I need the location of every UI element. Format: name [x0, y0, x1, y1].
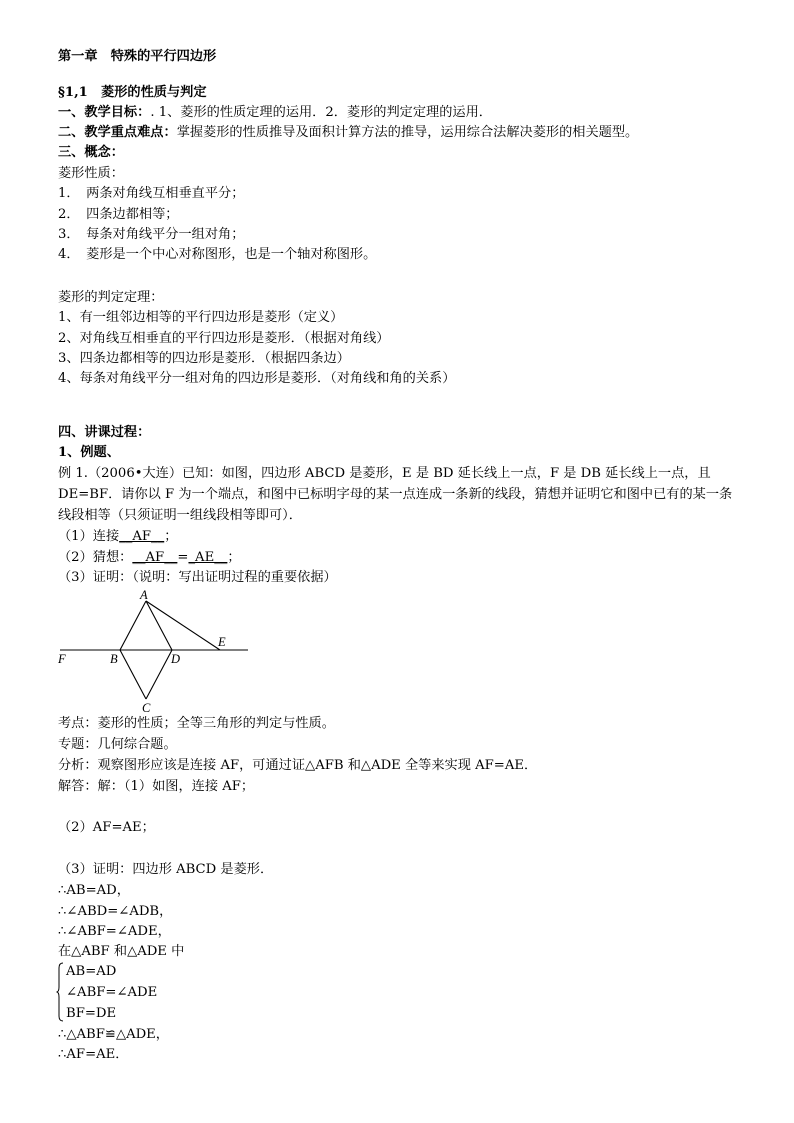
label-f: F [58, 652, 66, 666]
brace-icon [56, 962, 64, 1022]
proof-step: ∴AB=AD， [58, 883, 130, 898]
example-text-line: DE=BF．请你以 F 为一个端点，和图中已标明字母的某一点连成一条新的线段，猜想并证明它和图中已有的某一条 [58, 487, 733, 502]
chapter-title: 第一章 特殊的平行四边形 [58, 49, 217, 64]
proof-step: 在△ABF 和△ADE 中 [58, 944, 185, 959]
property-item: 1． 两条对角线互相垂直平分； [58, 186, 245, 201]
criteria-item: 3、四条边都相等的四边形是菱形．（根据四条边） [58, 351, 350, 366]
proof-intro: （3）证明：四边形 ABCD 是菱形． [58, 862, 274, 877]
example-heading: 1、例题、 [58, 445, 120, 460]
proof-step: ∴△ABF≌△ADE， [58, 1027, 169, 1042]
segment-ae [146, 601, 220, 650]
side-cd [146, 650, 172, 699]
criteria-item: 1、有一组邻边相等的平行四边形是菱形（定义） [58, 310, 344, 325]
objectives-line [58, 103, 492, 123]
criteria-heading: 菱形的判定定理： [58, 290, 164, 305]
question-2-answer-b: _AE__ [188, 550, 228, 565]
label-e: E [218, 635, 226, 649]
zhuanti-line: 专题：几何综合题。 [58, 737, 177, 752]
system-equation: ∠ABF=∠ADE [66, 985, 158, 1000]
objectives-text: . 1、菱形的性质定理的运用．2．菱形的判定定理的运用． [150, 105, 492, 120]
label-c: C [142, 701, 151, 715]
lecture-heading: 四、讲课过程： [58, 425, 151, 440]
answer-2-line: （2）AF=AE； [58, 820, 155, 835]
key-points-line [58, 123, 638, 143]
side-ab [120, 601, 146, 650]
objectives-label: 一、教学目标： [58, 105, 151, 120]
criteria-item: 4、每条对角线平分一组对角的四边形是菱形．（对角线和角的关系） [58, 371, 456, 386]
question-2: （2）猜想：__AF__=_AE__； [58, 550, 241, 565]
properties-heading: 菱形性质： [58, 166, 124, 181]
kaodian-line: 考点：菱形的性质；全等三角形的判定与性质。 [58, 716, 335, 731]
side-bc [120, 650, 146, 699]
section-title: §1,1 菱形的性质与判定 [58, 85, 207, 100]
rhombus-figure [50, 585, 260, 715]
key-points-text: 掌握菱形的性质推导及面积计算方法的推导，运用综合法解决菱形的相关题型。 [176, 125, 639, 140]
side-da [146, 601, 172, 650]
proof-conclusion: ∴AF=AE． [58, 1047, 129, 1062]
example-text-line: 线段相等（只须证明一组线段相等即可）． [58, 508, 302, 523]
system-equation: BF=DE [66, 1006, 117, 1021]
label-b: B [110, 652, 118, 666]
jieda-line: 解答：解：（1）如图，连接 AF； [58, 779, 255, 794]
example-text-line: 例 1.（2006•大连）已知：如图，四边形 ABCD 是菱形，E 是 BD 延长线上一点，F 是 DB 延长线上一点，且 [58, 466, 711, 481]
key-points-label: 二、教学重点难点： [58, 125, 177, 140]
concept-heading: 三、概念： [58, 145, 124, 160]
proof-step: ∴∠ABD=∠ADB， [58, 904, 173, 919]
question-2-answer-a: __AF__ [132, 550, 178, 565]
question-1-answer: __AF__ [119, 529, 165, 544]
property-item: 3． 每条对角线平分一组对角； [58, 227, 245, 242]
system-equation: AB=AD [66, 964, 117, 979]
property-item: 2． 四条边都相等； [58, 207, 179, 222]
question-3: （3）证明：（说明：写出证明过程的重要依据） [58, 570, 337, 585]
question-1: （1）连接__AF__； [58, 529, 178, 544]
label-d: D [171, 652, 181, 666]
label-a: A [140, 588, 148, 602]
proof-step: ∴∠ABF=∠ADE， [58, 924, 171, 939]
property-item: 4． 菱形是一个中心对称图形，也是一个轴对称图形。 [58, 247, 377, 262]
fenxi-line: 分析：观察图形应该是连接 AF，可通过证△AFB 和△ADE 全等来实现 AF=AE． [58, 758, 538, 773]
criteria-item: 2、对角线互相垂直的平行四边形是菱形．（根据对角线） [58, 331, 390, 346]
